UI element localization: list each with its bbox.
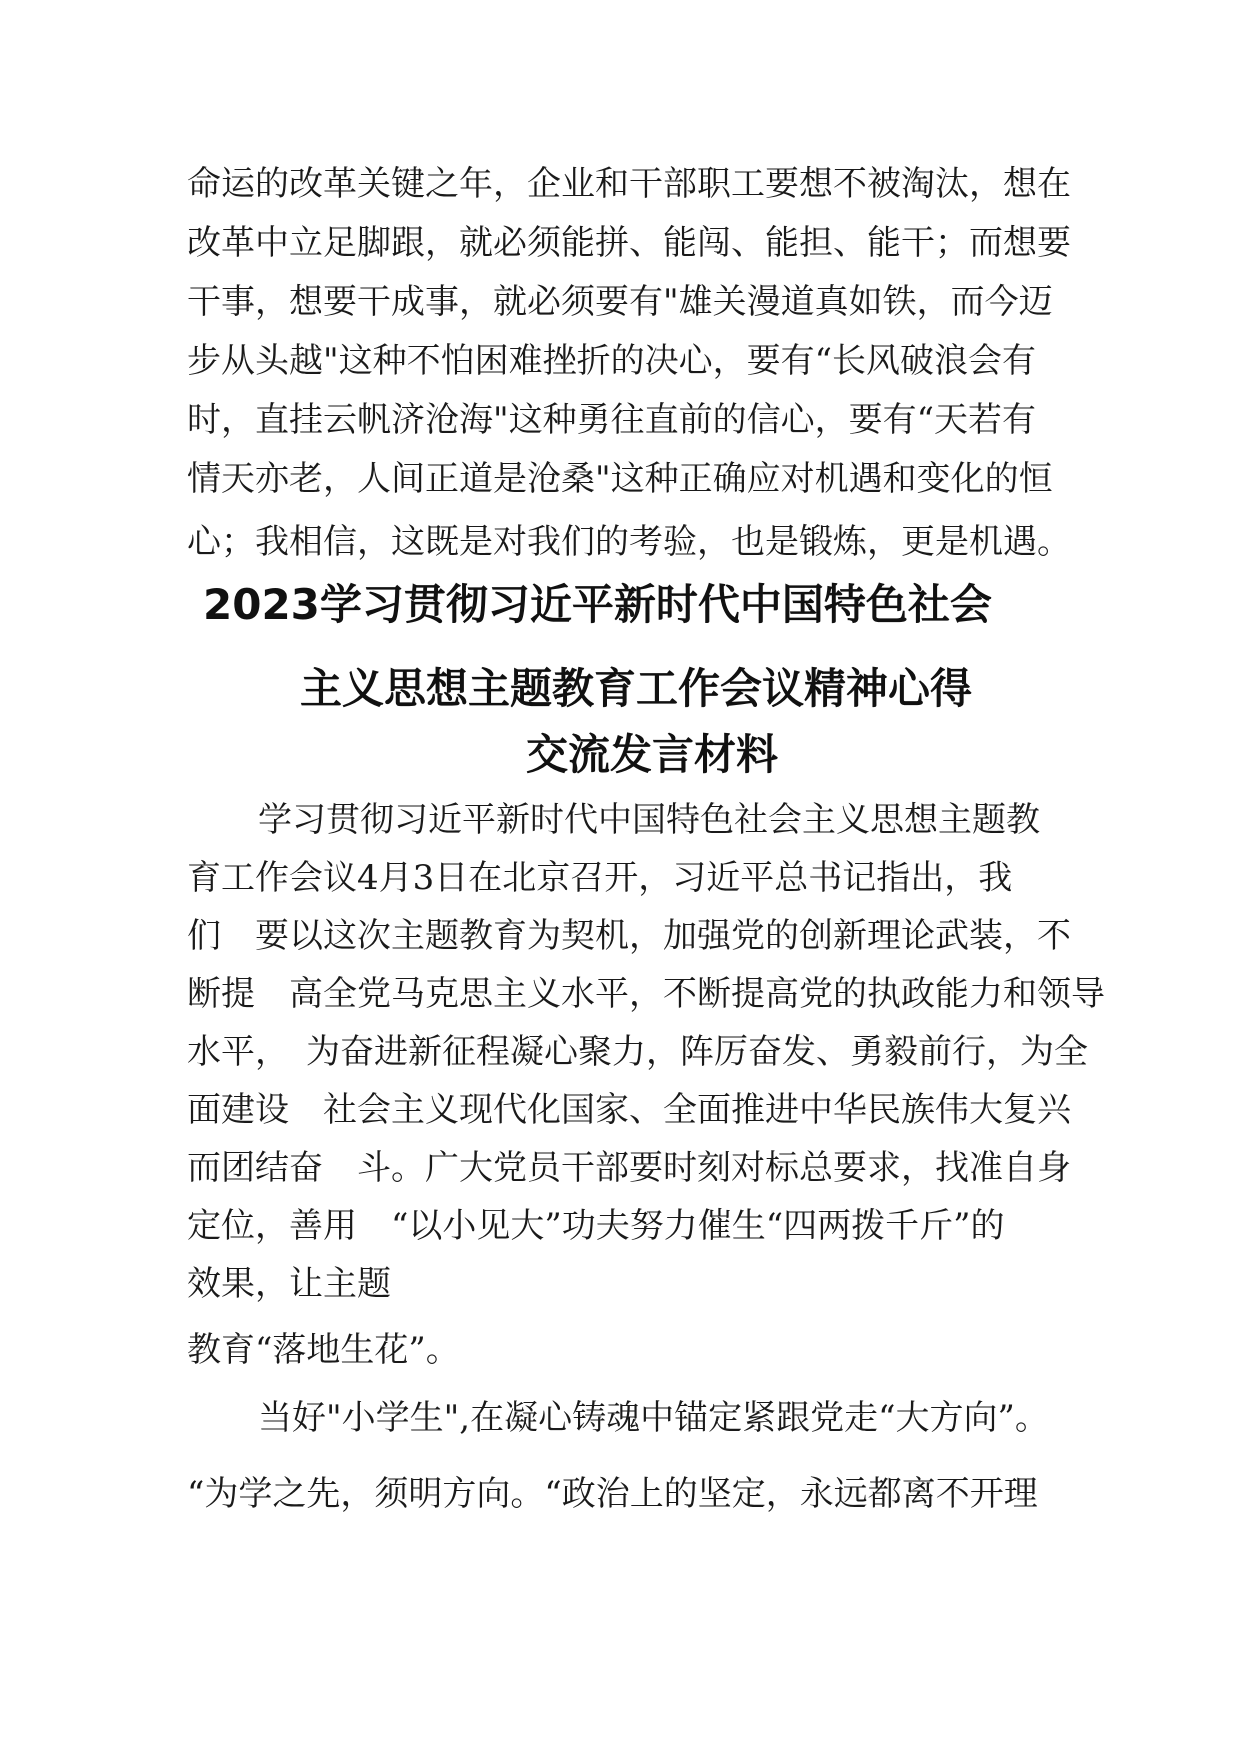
text-line: 水平， 为奋进新征程凝心聚力，阵厉奋发、勇毅前行，为全	[187, 1032, 1088, 1072]
text-line: 教育“落地生花”。	[187, 1330, 460, 1370]
text-line: 面建设 社会主义现代化国家、全面推进中华民族伟大复兴	[187, 1090, 1071, 1130]
text-line: 而团结奋 斗。广大党员干部要时刻对标总要求，找准自身	[187, 1148, 1071, 1188]
text-line: 定位，善用 “以小见大”功夫努力催生“四两拨千斤”的	[187, 1206, 1005, 1246]
text-line: “为学之先，须明方向。“政治上的坚定，永远都离不开理	[187, 1474, 1038, 1514]
text-line: 情天亦老，人间正道是沧桑"这种正确应对机遇和变化的恒	[187, 459, 1053, 499]
text-line: 当好"小学生",在凝心铸魂中锚定紧跟党走“大方向”。	[258, 1398, 1049, 1438]
text-line: 育工作会议4月3日在北京召开，习近平总书记指出，我	[187, 858, 1013, 898]
document-title-line: 2023学习贯彻习近平新时代中国特色社会	[203, 580, 992, 629]
text-line: 心；我相信，这既是对我们的考验，也是锻炼，更是机遇。	[187, 522, 1071, 562]
text-line: 学习贯彻习近平新时代中国特色社会主义思想主题教	[258, 800, 1040, 840]
text-line: 断提 高全党马克思主义水平，不断提高党的执政能力和领导	[187, 974, 1105, 1014]
text-line: 命运的改革关键之年，企业和干部职工要想不被淘汰，想在	[187, 164, 1071, 204]
text-line: 们 要以这次主题教育为契机，加强党的创新理论武装，不	[187, 916, 1071, 956]
text-line: 步从头越"这种不怕困难挫折的决心，要有“长风破浪会有	[187, 341, 1037, 381]
text-line: 时，直挂云帆济沧海"这种勇往直前的信心，要有“天若有	[187, 400, 1037, 440]
text-line: 改革中立足脚跟，就必须能拼、能闯、能担、能干；而想要	[187, 223, 1071, 263]
text-line: 干事，想要干成事，就必须要有"雄关漫道真如铁，而今迈	[187, 282, 1053, 322]
text-line: 效果，让主题	[187, 1264, 391, 1304]
document-title-line: 交流发言材料	[526, 730, 779, 779]
document-title-line: 主义思想主题教育工作会议精神心得	[300, 664, 973, 713]
